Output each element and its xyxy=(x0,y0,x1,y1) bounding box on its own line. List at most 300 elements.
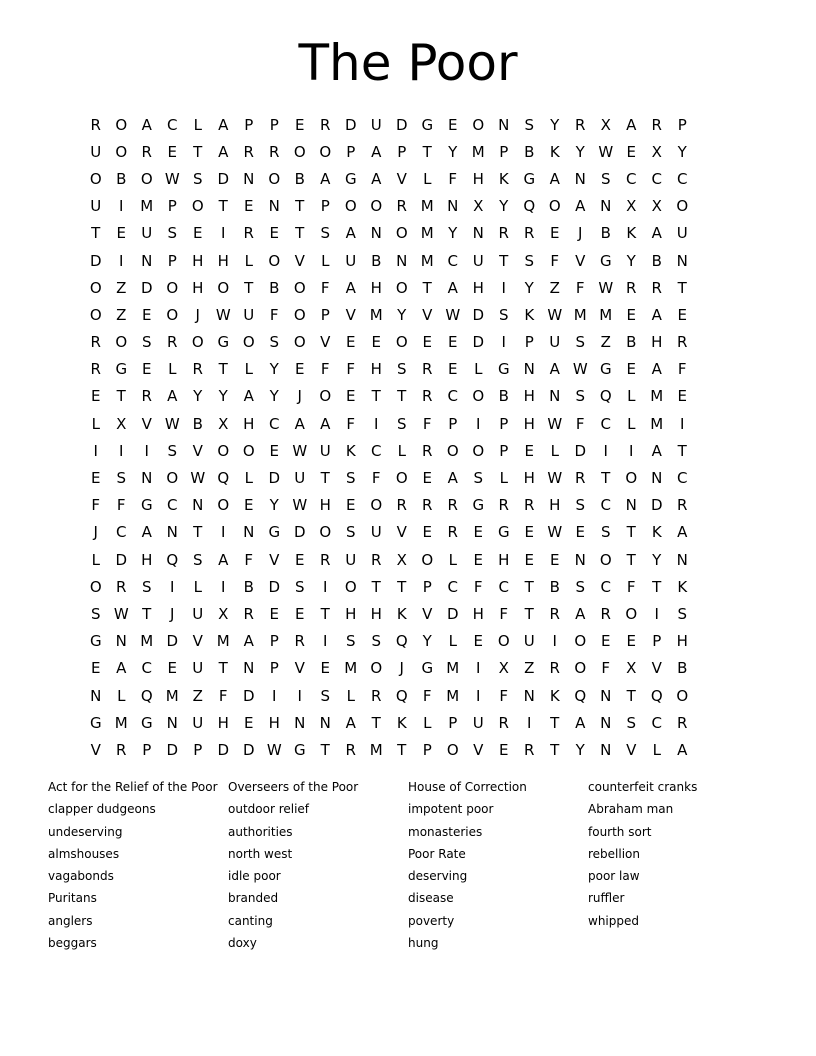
grid-letter: E xyxy=(422,523,432,542)
grid-letter: H xyxy=(243,414,255,433)
grid-letter: E xyxy=(244,496,254,515)
grid-letter: P xyxy=(524,333,534,352)
grid-letter: R xyxy=(116,740,127,759)
grid-letter: Y xyxy=(448,224,458,243)
grid-letter: T xyxy=(116,387,126,406)
grid-letter: X xyxy=(218,604,229,623)
grid-letter: R xyxy=(396,197,407,216)
grid-row xyxy=(83,383,733,410)
grid-letter: E xyxy=(524,550,534,569)
grid-letter: S xyxy=(575,496,586,515)
grid-letter: U xyxy=(90,197,102,216)
grid-letter: C xyxy=(600,496,611,515)
grid-letter: J xyxy=(195,305,200,324)
grid-letter: A xyxy=(218,142,229,161)
grid-letter: O xyxy=(217,278,230,297)
grid-row xyxy=(83,464,733,491)
grid-row xyxy=(83,437,733,464)
grid-letter: E xyxy=(601,632,611,651)
grid-letter: N xyxy=(600,740,612,759)
grid-letter: C xyxy=(600,577,611,596)
grid-letter: F xyxy=(346,414,356,433)
word-list-item: authorities xyxy=(228,824,293,839)
grid-letter: C xyxy=(498,577,509,596)
grid-letter: S xyxy=(294,577,305,596)
grid-letter: S xyxy=(167,441,178,460)
grid-letter: M xyxy=(599,305,613,324)
grid-row xyxy=(83,546,733,573)
grid-letter: R xyxy=(345,740,356,759)
grid-letter: L xyxy=(117,686,126,705)
grid-letter: V xyxy=(269,550,280,569)
grid-letter: F xyxy=(499,604,509,623)
grid-letter: D xyxy=(140,278,153,297)
grid-letter: R xyxy=(575,115,586,134)
grid-letter: F xyxy=(371,469,381,488)
grid-letter: D xyxy=(217,169,230,188)
grid-letter: N xyxy=(523,686,535,705)
grid-letter: O xyxy=(166,305,179,324)
grid-letter: L xyxy=(423,713,432,732)
grid-letter: I xyxy=(603,441,608,460)
grid-letter: H xyxy=(217,713,229,732)
grid-row xyxy=(83,600,733,627)
grid-letter: U xyxy=(90,142,102,161)
grid-letter: D xyxy=(293,523,306,542)
word-list-item: House of Correction xyxy=(408,780,527,794)
grid-letter: C xyxy=(371,441,382,460)
grid-letter: V xyxy=(345,305,356,324)
grid-letter: O xyxy=(370,197,383,216)
grid-letter: U xyxy=(549,333,561,352)
grid-letter: P xyxy=(320,197,330,216)
grid-letter: F xyxy=(473,577,483,596)
grid-letter: W xyxy=(572,360,588,379)
grid-letter: R xyxy=(626,278,637,297)
grid-letter: M xyxy=(420,197,434,216)
grid-row xyxy=(83,247,733,274)
grid-letter: N xyxy=(319,713,331,732)
grid-letter: N xyxy=(166,713,178,732)
word-list-item: ruffler xyxy=(588,891,625,906)
grid-letter: S xyxy=(600,523,611,542)
grid-letter: T xyxy=(244,278,254,297)
grid-letter: O xyxy=(574,659,587,678)
grid-letter: T xyxy=(320,604,330,623)
grid-letter: S xyxy=(524,115,535,134)
grid-letter: G xyxy=(497,360,510,379)
grid-letter: P xyxy=(499,414,509,433)
grid-letter: H xyxy=(549,496,561,515)
grid-letter: O xyxy=(395,224,408,243)
grid-letter: D xyxy=(268,577,281,596)
grid-letter: F xyxy=(422,686,432,705)
grid-letter: P xyxy=(244,115,254,134)
grid-letter: X xyxy=(626,659,637,678)
word-list-item: deserving xyxy=(408,869,468,884)
grid-letter: N xyxy=(141,251,153,270)
grid-letter: N xyxy=(243,523,255,542)
grid-letter: C xyxy=(141,659,152,678)
grid-letter: K xyxy=(396,604,407,623)
grid-letter: N xyxy=(268,197,280,216)
grid-letter: X xyxy=(498,659,509,678)
grid-letter: N xyxy=(447,197,459,216)
grid-letter: O xyxy=(191,333,204,352)
grid-letter: S xyxy=(524,251,535,270)
grid-row xyxy=(83,519,733,546)
grid-letter: G xyxy=(472,496,485,515)
grid-letter: F xyxy=(422,414,432,433)
grid-letter: K xyxy=(549,142,560,161)
grid-letter: O xyxy=(115,333,128,352)
grid-letter: L xyxy=(346,686,355,705)
grid-letter: H xyxy=(472,604,484,623)
grid-letter: U xyxy=(141,224,153,243)
grid-letter: S xyxy=(116,469,127,488)
grid-row xyxy=(83,193,733,220)
word-list-item: idle poor xyxy=(228,869,281,884)
grid-letter: S xyxy=(167,224,178,243)
grid-letter: C xyxy=(167,115,178,134)
grid-letter: T xyxy=(295,197,305,216)
grid-letter: H xyxy=(523,387,535,406)
grid-letter: E xyxy=(91,387,101,406)
grid-letter: Z xyxy=(192,686,203,705)
grid-letter: R xyxy=(141,142,152,161)
grid-letter: O xyxy=(344,197,357,216)
grid-letter: Q xyxy=(523,197,536,216)
grid-letter: W xyxy=(164,169,180,188)
grid-letter: F xyxy=(601,659,611,678)
grid-letter: E xyxy=(244,197,254,216)
grid-letter: L xyxy=(474,360,483,379)
grid-letter: T xyxy=(371,713,381,732)
word-list-item: Overseers of the Poor xyxy=(228,780,359,794)
grid-row xyxy=(83,165,733,192)
grid-letter: W xyxy=(266,740,282,759)
grid-letter: Q xyxy=(599,387,612,406)
grid-letter: Y xyxy=(652,550,662,569)
grid-letter: Y xyxy=(626,251,636,270)
grid-letter: A xyxy=(549,169,560,188)
grid-letter: M xyxy=(344,659,358,678)
grid-letter: F xyxy=(346,360,356,379)
word-list-item: vagabonds xyxy=(48,869,114,884)
grid-letter: V xyxy=(90,740,101,759)
grid-letter: M xyxy=(216,632,230,651)
grid-letter: I xyxy=(119,441,124,460)
grid-letter: Q xyxy=(650,686,663,705)
grid-letter: I xyxy=(323,632,328,651)
grid-letter: E xyxy=(422,333,432,352)
grid-letter: Y xyxy=(575,142,585,161)
grid-letter: R xyxy=(651,115,662,134)
grid-letter: G xyxy=(140,496,153,515)
grid-letter: D xyxy=(217,740,230,759)
grid-letter: R xyxy=(371,550,382,569)
grid-letter: U xyxy=(472,713,484,732)
grid-letter: U xyxy=(345,251,357,270)
grid-letter: H xyxy=(651,333,663,352)
grid-letter: A xyxy=(651,360,662,379)
grid-letter: N xyxy=(676,251,688,270)
grid-letter: X xyxy=(651,142,662,161)
word-list-item: canting xyxy=(228,913,273,928)
grid-letter: W xyxy=(547,305,563,324)
grid-letter: G xyxy=(599,251,612,270)
grid-letter: E xyxy=(116,224,126,243)
grid-letter: L xyxy=(499,469,508,488)
grid-row xyxy=(83,111,733,138)
grid-letter: P xyxy=(652,632,662,651)
grid-letter: P xyxy=(677,115,687,134)
grid-letter: D xyxy=(344,115,357,134)
grid-letter: H xyxy=(370,278,382,297)
grid-letter: L xyxy=(91,414,100,433)
grid-letter: E xyxy=(550,224,560,243)
grid-letter: U xyxy=(472,251,484,270)
grid-letter: E xyxy=(371,333,381,352)
grid-letter: U xyxy=(523,632,535,651)
grid-letter: H xyxy=(676,632,688,651)
grid-letter: P xyxy=(422,577,432,596)
grid-letter: T xyxy=(626,550,636,569)
grid-letter: E xyxy=(550,550,560,569)
grid-letter: E xyxy=(295,604,305,623)
grid-letter: R xyxy=(90,115,101,134)
grid-letter: P xyxy=(448,414,458,433)
grid-letter: A xyxy=(447,278,458,297)
grid-letter: O xyxy=(268,251,281,270)
grid-letter: E xyxy=(142,360,152,379)
grid-letter: S xyxy=(677,604,688,623)
grid-letter: T xyxy=(397,387,407,406)
grid-letter: D xyxy=(242,740,255,759)
grid-letter: A xyxy=(575,604,586,623)
grid-letter: R xyxy=(192,360,203,379)
grid-letter: O xyxy=(548,197,561,216)
grid-letter: L xyxy=(423,169,432,188)
grid-letter: Q xyxy=(574,686,587,705)
grid-letter: F xyxy=(499,686,509,705)
grid-letter: M xyxy=(650,414,664,433)
grid-letter: F xyxy=(320,278,330,297)
grid-letter: A xyxy=(218,115,229,134)
grid-letter: A xyxy=(651,305,662,324)
grid-letter: M xyxy=(369,740,383,759)
grid-letter: C xyxy=(600,414,611,433)
grid-letter: O xyxy=(395,469,408,488)
grid-letter: M xyxy=(369,305,383,324)
grid-letter: S xyxy=(371,632,382,651)
word-list-item: outdoor relief xyxy=(228,802,310,817)
grid-letter: P xyxy=(346,142,356,161)
grid-letter: T xyxy=(193,142,203,161)
grid-letter: P xyxy=(142,740,152,759)
grid-letter: N xyxy=(166,523,178,542)
grid-letter: Q xyxy=(395,686,408,705)
grid-letter: T xyxy=(601,469,611,488)
grid-letter: W xyxy=(445,305,461,324)
grid-letter: E xyxy=(91,469,101,488)
grid-letter: R xyxy=(447,523,458,542)
grid-letter: M xyxy=(471,142,485,161)
grid-letter: D xyxy=(166,740,179,759)
grid-row xyxy=(83,220,733,247)
grid-letter: N xyxy=(90,686,102,705)
grid-letter: H xyxy=(370,360,382,379)
grid-letter: W xyxy=(113,604,129,623)
grid-letter: D xyxy=(115,550,128,569)
grid-letter: H xyxy=(217,251,229,270)
grid-letter: I xyxy=(476,414,481,433)
grid-letter: P xyxy=(499,441,509,460)
grid-letter: E xyxy=(499,740,509,759)
grid-letter: Y xyxy=(422,632,432,651)
grid-letter: N xyxy=(600,686,612,705)
grid-letter: S xyxy=(141,333,152,352)
grid-letter: R xyxy=(447,496,458,515)
grid-letter: G xyxy=(599,360,612,379)
grid-letter: V xyxy=(320,333,331,352)
grid-letter: D xyxy=(89,251,102,270)
grid-letter: K xyxy=(651,523,662,542)
grid-letter: H xyxy=(523,414,535,433)
grid-letter: S xyxy=(600,169,611,188)
word-list-item: almshouses xyxy=(48,846,120,861)
grid-letter: F xyxy=(320,360,330,379)
grid-letter: J xyxy=(297,387,302,406)
grid-letter: P xyxy=(167,251,177,270)
grid-letter: A xyxy=(243,632,254,651)
grid-letter: E xyxy=(448,360,458,379)
grid-letter: I xyxy=(629,441,634,460)
grid-letter: N xyxy=(676,550,688,569)
grid-letter: U xyxy=(243,305,255,324)
grid-letter: I xyxy=(119,251,124,270)
word-list-item: anglers xyxy=(48,913,93,928)
grid-letter: E xyxy=(448,115,458,134)
word-list-item: poor law xyxy=(588,869,640,884)
grid-letter: C xyxy=(269,414,280,433)
grid-letter: Y xyxy=(218,387,228,406)
grid-letter: N xyxy=(243,659,255,678)
grid-letter: G xyxy=(89,632,102,651)
word-list-item: impotent poor xyxy=(408,802,494,817)
grid-letter: S xyxy=(575,333,586,352)
grid-letter: O xyxy=(293,305,306,324)
grid-letter: E xyxy=(295,360,305,379)
word-list-item: undeserving xyxy=(48,824,123,839)
grid-letter: V xyxy=(294,251,305,270)
grid-letter: R xyxy=(396,496,407,515)
grid-letter: T xyxy=(626,523,636,542)
word-column xyxy=(48,776,228,954)
grid-letter: I xyxy=(221,523,226,542)
grid-letter: R xyxy=(498,224,509,243)
grid-letter: R xyxy=(422,360,433,379)
grid-letter: F xyxy=(550,251,560,270)
word-column xyxy=(588,776,768,954)
grid-letter: X xyxy=(600,115,611,134)
grid-letter: R xyxy=(600,604,611,623)
grid-letter: I xyxy=(680,414,685,433)
grid-letter: T xyxy=(422,278,432,297)
grid-letter: A xyxy=(141,523,152,542)
grid-letter: E xyxy=(295,115,305,134)
word-column xyxy=(408,776,588,954)
grid-letter: A xyxy=(677,740,688,759)
grid-letter: M xyxy=(573,305,587,324)
grid-letter: E xyxy=(473,523,483,542)
grid-row xyxy=(83,492,733,519)
grid-letter: H xyxy=(192,278,204,297)
grid-letter: S xyxy=(345,469,356,488)
grid-letter: T xyxy=(218,360,228,379)
grid-letter: T xyxy=(677,441,687,460)
grid-letter: O xyxy=(395,278,408,297)
grid-letter: M xyxy=(420,224,434,243)
grid-letter: T xyxy=(397,740,407,759)
grid-letter: F xyxy=(91,496,101,515)
grid-letter: N xyxy=(243,169,255,188)
grid-letter: O xyxy=(166,278,179,297)
word-list-item: rebellion xyxy=(588,846,641,861)
grid-letter: U xyxy=(345,550,357,569)
grid-letter: I xyxy=(119,197,124,216)
grid-letter: E xyxy=(269,604,279,623)
grid-letter: Z xyxy=(116,305,127,324)
grid-letter: D xyxy=(472,333,485,352)
grid-letter: Y xyxy=(269,496,279,515)
grid-letter: X xyxy=(396,550,407,569)
grid-letter: V xyxy=(396,523,407,542)
grid-letter: T xyxy=(524,577,534,596)
grid-letter: O xyxy=(319,523,332,542)
grid-letter: S xyxy=(396,414,407,433)
grid-letter: A xyxy=(320,414,331,433)
grid-letter: E xyxy=(244,713,254,732)
grid-letter: I xyxy=(144,441,149,460)
grid-letter: G xyxy=(217,333,230,352)
grid-letter: O xyxy=(574,632,587,651)
grid-letter: S xyxy=(192,169,203,188)
grid-letter: R xyxy=(575,469,586,488)
grid-letter: N xyxy=(600,713,612,732)
grid-letter: U xyxy=(192,604,204,623)
grid-letter: W xyxy=(547,523,563,542)
grid-letter: G xyxy=(115,360,128,379)
grid-letter: S xyxy=(626,713,637,732)
grid-letter: Y xyxy=(269,360,279,379)
grid-letter: B xyxy=(294,169,305,188)
grid-letter: C xyxy=(447,577,458,596)
grid-letter: S xyxy=(320,224,331,243)
grid-letter: R xyxy=(422,496,433,515)
grid-letter: B xyxy=(243,577,254,596)
grid-letter: U xyxy=(192,713,204,732)
grid-letter: W xyxy=(292,441,308,460)
grid-letter: T xyxy=(320,740,330,759)
grid-letter: Y xyxy=(550,115,560,134)
grid-letter: A xyxy=(371,142,382,161)
grid-letter: N xyxy=(625,496,637,515)
grid-letter: S xyxy=(473,469,484,488)
grid-letter: A xyxy=(345,713,356,732)
grid-letter: O xyxy=(370,496,383,515)
grid-letter: N xyxy=(115,632,127,651)
